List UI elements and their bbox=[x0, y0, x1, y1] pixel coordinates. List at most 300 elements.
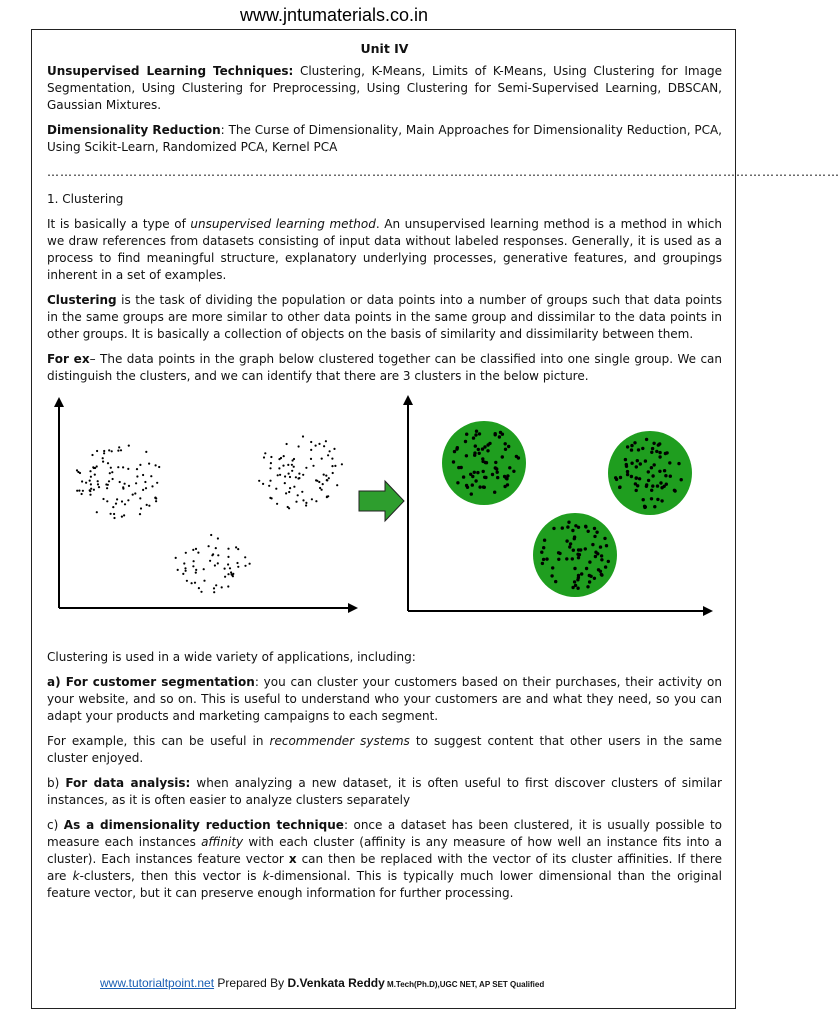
data-point bbox=[293, 466, 295, 468]
data-point bbox=[280, 457, 282, 459]
data-point bbox=[210, 534, 212, 536]
data-point bbox=[288, 491, 290, 493]
cluster-point bbox=[572, 549, 575, 552]
cluster-point bbox=[680, 478, 683, 481]
cluster-point bbox=[647, 479, 650, 482]
cluster-point bbox=[474, 444, 477, 447]
data-point bbox=[295, 476, 297, 478]
cluster-point bbox=[586, 585, 589, 588]
p1-emphasis: unsupervised learning method bbox=[190, 217, 376, 231]
data-point bbox=[235, 546, 237, 548]
cluster-point bbox=[573, 580, 576, 583]
data-point bbox=[249, 563, 251, 565]
data-point bbox=[289, 487, 291, 489]
clustered-groups bbox=[442, 421, 692, 597]
clustering-figure bbox=[47, 393, 722, 643]
cluster-point bbox=[664, 452, 667, 455]
cluster-point bbox=[465, 484, 468, 487]
cluster-point bbox=[481, 460, 484, 463]
cluster-point bbox=[659, 481, 662, 484]
left-x-arrowhead bbox=[348, 603, 358, 613]
data-point bbox=[117, 466, 119, 468]
cluster-point bbox=[465, 433, 468, 436]
p1-text-b: . An unsupervised learning method is a method in which we draw references from datasets consisting of input data without labeled responses. Generally, it is used as a process to find meaningful structure, explanatory underlying processes, generative features, and groupings inherent in a set of examples. bbox=[47, 217, 722, 282]
data-point bbox=[275, 488, 277, 490]
app-c-prefix: c) bbox=[47, 818, 64, 832]
footer-link[interactable]: www.tutorialtpoint.net bbox=[100, 976, 215, 990]
topics-dimensionality-text: : The Curse of Dimensionality, Main Approaches for Dimensionality Reduction, PCA, Using Scikit-Learn, Randomized PCA, Kernel PCA bbox=[47, 123, 722, 154]
data-point bbox=[232, 573, 234, 575]
data-point bbox=[298, 445, 300, 447]
data-point bbox=[120, 449, 122, 451]
data-point bbox=[146, 504, 148, 506]
data-point bbox=[85, 482, 87, 484]
app-a-text: : you can cluster your customers based on their purchases, their activity on your website, and so on. This is useful to understand who your customers are and what they need, so you can adapt your products and marketing campaigns to each segment. bbox=[47, 675, 722, 723]
cluster-point bbox=[596, 552, 599, 555]
data-point bbox=[227, 585, 229, 587]
data-point bbox=[197, 552, 199, 554]
cluster-point bbox=[482, 470, 485, 473]
cluster-point bbox=[542, 546, 545, 549]
data-point bbox=[110, 467, 112, 469]
data-point bbox=[195, 548, 197, 550]
data-point bbox=[326, 496, 328, 498]
data-point bbox=[111, 450, 113, 452]
cluster-point bbox=[657, 443, 660, 446]
data-point bbox=[329, 450, 331, 452]
app-b-prefix: b) bbox=[47, 776, 66, 790]
cluster-point bbox=[507, 445, 510, 448]
cluster-point bbox=[453, 450, 456, 453]
data-point bbox=[98, 486, 100, 488]
data-point bbox=[322, 483, 324, 485]
recommender-example bbox=[47, 733, 722, 767]
data-point bbox=[200, 591, 202, 593]
data-point bbox=[284, 475, 286, 477]
cluster-point bbox=[473, 451, 476, 454]
data-point bbox=[227, 548, 229, 550]
data-point bbox=[325, 440, 327, 442]
cluster-point bbox=[517, 456, 520, 459]
cluster-point bbox=[478, 485, 481, 488]
data-point bbox=[297, 494, 299, 496]
app-data-analysis bbox=[47, 775, 722, 809]
data-point bbox=[291, 464, 293, 466]
cluster-point bbox=[651, 447, 654, 450]
cluster-point bbox=[660, 499, 663, 502]
data-point bbox=[103, 452, 105, 454]
cluster-point bbox=[494, 461, 497, 464]
cluster-point bbox=[506, 474, 509, 477]
data-point bbox=[103, 450, 105, 452]
data-point bbox=[278, 467, 280, 469]
cluster-point bbox=[651, 474, 654, 477]
cluster-point bbox=[571, 529, 574, 532]
data-point bbox=[136, 475, 138, 477]
data-point bbox=[315, 500, 317, 502]
cluster-point bbox=[577, 556, 580, 559]
data-point bbox=[311, 498, 313, 500]
data-point bbox=[132, 494, 134, 496]
applications-intro: Clustering is used in a wide variety of applications, including: bbox=[47, 650, 416, 664]
cluster-point bbox=[478, 432, 481, 435]
data-point bbox=[139, 497, 141, 499]
data-point bbox=[127, 499, 129, 501]
cluster-point bbox=[600, 573, 603, 576]
data-point bbox=[269, 467, 271, 469]
cluster-point bbox=[576, 578, 579, 581]
data-point bbox=[295, 501, 297, 503]
data-point bbox=[198, 587, 200, 589]
cluster-point bbox=[593, 535, 596, 538]
data-point bbox=[212, 553, 214, 555]
data-point bbox=[115, 503, 117, 505]
footer-author: D.Venkata Reddy bbox=[287, 976, 385, 990]
cluster-point bbox=[593, 577, 596, 580]
cluster-point bbox=[635, 465, 638, 468]
cluster-point bbox=[485, 461, 488, 464]
left-axes bbox=[59, 403, 352, 608]
cluster-point bbox=[636, 459, 639, 462]
data-point bbox=[203, 568, 205, 570]
data-point bbox=[217, 562, 219, 564]
data-point bbox=[297, 477, 299, 479]
data-point bbox=[334, 465, 336, 467]
data-point bbox=[227, 563, 229, 565]
cluster-point bbox=[594, 555, 597, 558]
cluster-point bbox=[599, 570, 602, 573]
cluster-point bbox=[591, 543, 594, 546]
data-point bbox=[128, 445, 130, 447]
p2-bold: Clustering bbox=[47, 293, 117, 307]
data-point bbox=[119, 481, 121, 483]
app-b-bold: For data analysis: bbox=[65, 776, 191, 790]
data-point bbox=[288, 507, 290, 509]
data-point bbox=[135, 482, 137, 484]
data-point bbox=[186, 580, 188, 582]
data-point bbox=[108, 449, 110, 451]
app-c-text-3: can then be replaced with the vector of its cluster affinities. If there are bbox=[47, 852, 722, 883]
data-point bbox=[310, 458, 312, 460]
data-point bbox=[331, 458, 333, 460]
data-point bbox=[277, 474, 279, 476]
app-c-k2: k bbox=[262, 869, 270, 883]
ex-emphasis: recommender systems bbox=[269, 734, 410, 748]
cluster-point bbox=[626, 445, 629, 448]
data-point bbox=[154, 497, 156, 499]
left-y-arrowhead bbox=[54, 397, 64, 407]
data-point bbox=[301, 491, 303, 493]
cluster-point bbox=[604, 565, 607, 568]
data-point bbox=[310, 441, 312, 443]
data-point bbox=[107, 484, 109, 486]
data-point bbox=[244, 565, 246, 567]
cluster-point bbox=[658, 470, 661, 473]
data-point bbox=[109, 472, 111, 474]
cluster-point bbox=[658, 455, 661, 458]
cluster-point bbox=[585, 567, 588, 570]
cluster-point bbox=[543, 539, 546, 542]
cluster-point bbox=[498, 435, 501, 438]
app-c-text-4: -clusters, then this vector is bbox=[79, 869, 263, 883]
cluster-point bbox=[503, 485, 506, 488]
app-c-text-2: with each cluster (affinity is any measure of how well an instance fits into a cluster). Each instances feature vector bbox=[47, 835, 723, 866]
data-point bbox=[89, 494, 91, 496]
cluster-point bbox=[574, 524, 577, 527]
cluster-point bbox=[455, 447, 458, 450]
cluster-point bbox=[650, 466, 653, 469]
right-x-arrowhead bbox=[703, 606, 713, 616]
data-point bbox=[315, 445, 317, 447]
cluster-point bbox=[456, 481, 459, 484]
data-point bbox=[78, 490, 80, 492]
data-point bbox=[182, 573, 184, 575]
data-point bbox=[82, 490, 84, 492]
cluster-point bbox=[486, 449, 489, 452]
transform-arrow-icon bbox=[359, 481, 404, 521]
data-point bbox=[287, 464, 289, 466]
cluster-point bbox=[614, 476, 617, 479]
app-c-text-5: -dimensional. This is typically much lower dimensional than the original feature vector, but it can preserve enough information for further processing. bbox=[47, 869, 722, 900]
cluster-point bbox=[642, 498, 645, 501]
data-point bbox=[136, 468, 138, 470]
cluster-point bbox=[486, 443, 489, 446]
data-point bbox=[336, 484, 338, 486]
cluster-point bbox=[603, 537, 606, 540]
cluster-point bbox=[483, 486, 486, 489]
cluster-point bbox=[630, 448, 633, 451]
section-heading: 1. Clustering bbox=[47, 192, 124, 206]
cluster-point bbox=[641, 447, 644, 450]
data-point bbox=[112, 478, 114, 480]
data-point bbox=[155, 464, 157, 466]
cluster-point bbox=[501, 433, 504, 436]
data-point bbox=[145, 487, 147, 489]
app-customer-segmentation bbox=[47, 674, 722, 725]
data-point bbox=[321, 458, 323, 460]
data-point bbox=[270, 462, 272, 464]
cluster-point bbox=[639, 462, 642, 465]
data-point bbox=[81, 480, 83, 482]
cluster-point bbox=[471, 475, 474, 478]
data-point bbox=[92, 466, 94, 468]
cluster-point bbox=[595, 531, 598, 534]
data-point bbox=[227, 556, 229, 558]
data-point bbox=[302, 499, 304, 501]
data-point bbox=[148, 505, 150, 507]
data-point bbox=[128, 485, 130, 487]
cluster-point bbox=[656, 484, 659, 487]
cluster-point bbox=[550, 574, 553, 577]
data-point bbox=[113, 517, 115, 519]
data-point bbox=[288, 473, 290, 475]
unit-title: Unit IV bbox=[360, 41, 409, 56]
data-point bbox=[102, 498, 104, 500]
cluster-point bbox=[645, 485, 648, 488]
cluster-point bbox=[605, 544, 608, 547]
topics-dimensionality-label: Dimensionality Reduction bbox=[47, 123, 221, 137]
cluster-point bbox=[541, 562, 544, 565]
data-point bbox=[150, 475, 152, 477]
data-point bbox=[215, 547, 217, 549]
data-point bbox=[195, 572, 197, 574]
data-point bbox=[106, 500, 108, 502]
cluster-point bbox=[677, 462, 680, 465]
cluster-point bbox=[669, 475, 672, 478]
data-point bbox=[271, 497, 273, 499]
cluster-point bbox=[637, 448, 640, 451]
cluster-point bbox=[478, 452, 481, 455]
data-point bbox=[122, 466, 124, 468]
data-point bbox=[192, 565, 194, 567]
data-point bbox=[302, 435, 304, 437]
cluster-point bbox=[483, 476, 486, 479]
data-point bbox=[96, 450, 98, 452]
p2-text: is the task of dividing the population or data points into a number of groups such that data points in the same groups are more similar to other data points in the same group and dissimilar to the data points in other groups. It is basically a collection of objects on the basis of similarity and dissimilarity between them. bbox=[47, 293, 722, 341]
data-point bbox=[96, 465, 98, 467]
app-c-text-1: : once a dataset has been clustered, it is usually possible to measure each instances bbox=[47, 818, 723, 849]
app-a-bold: a) For customer segmentation bbox=[47, 675, 255, 689]
data-point bbox=[213, 591, 215, 593]
data-point bbox=[305, 504, 307, 506]
cluster-point bbox=[465, 454, 468, 457]
data-point bbox=[113, 513, 115, 515]
cluster-point bbox=[494, 466, 497, 469]
cluster-point bbox=[599, 545, 602, 548]
cluster-point bbox=[476, 471, 479, 474]
cluster-point bbox=[626, 470, 629, 473]
cluster-point bbox=[668, 461, 671, 464]
cluster-point bbox=[673, 489, 676, 492]
cluster-point bbox=[474, 433, 477, 436]
cluster-point bbox=[645, 438, 648, 441]
cluster-point bbox=[652, 442, 655, 445]
cluster-point bbox=[643, 506, 646, 509]
cluster-point bbox=[635, 477, 638, 480]
data-point bbox=[327, 454, 329, 456]
data-point bbox=[124, 503, 126, 505]
data-point bbox=[244, 556, 246, 558]
topics-unsupervised-label: Unsupervised Learning Techniques: bbox=[47, 64, 294, 78]
cluster-point bbox=[545, 557, 548, 560]
data-point bbox=[108, 480, 110, 482]
footer-prepared: Prepared By bbox=[214, 976, 288, 990]
cluster-point bbox=[635, 489, 638, 492]
cluster-point bbox=[470, 492, 473, 495]
topics-unsupervised bbox=[47, 63, 722, 114]
cluster-point bbox=[593, 527, 596, 530]
cluster-point bbox=[653, 505, 656, 508]
cluster-point bbox=[567, 521, 570, 524]
data-point bbox=[305, 467, 307, 469]
cluster-point bbox=[644, 459, 647, 462]
cluster-point bbox=[574, 584, 577, 587]
cluster-point bbox=[504, 448, 507, 451]
data-point bbox=[118, 446, 120, 448]
page-footer bbox=[100, 976, 544, 990]
cluster-point bbox=[557, 558, 560, 561]
data-point bbox=[293, 486, 295, 488]
cluster-point bbox=[600, 558, 603, 561]
separator-line: ………………………………………………………………………………………………………………………………………………………………… bbox=[47, 165, 840, 179]
data-point bbox=[276, 503, 278, 505]
app-c-x: x bbox=[288, 852, 297, 866]
data-point bbox=[209, 560, 211, 562]
data-point bbox=[145, 451, 147, 453]
cluster-point bbox=[630, 475, 633, 478]
data-point bbox=[89, 490, 91, 492]
data-point bbox=[112, 506, 114, 508]
topics-unsupervised-text: Clustering, K-Means, Limits of K-Means, Using Clustering for Image Segmentation, Using Clustering for Preprocessing, Using Clustering for Semi-Supervised Learning, DBSCAN, Gaussian Mixtures. bbox=[47, 64, 722, 112]
cluster-point bbox=[656, 498, 659, 501]
ex-text-a: For example, this can be useful in bbox=[47, 734, 270, 748]
cluster-point bbox=[491, 473, 494, 476]
cluster-point bbox=[664, 474, 667, 477]
cluster-point bbox=[565, 557, 568, 560]
cluster-point bbox=[624, 458, 627, 461]
data-point bbox=[183, 562, 185, 564]
cluster-point bbox=[571, 557, 574, 560]
app-c-affinity: affinity bbox=[201, 835, 244, 849]
cluster-disc bbox=[608, 431, 692, 515]
data-point bbox=[323, 445, 325, 447]
app-b-text: when analyzing a new dataset, it is often useful to first discover clusters of similar instances, as it is often easier to analyze clusters separately bbox=[47, 776, 722, 807]
data-point bbox=[93, 489, 95, 491]
data-point bbox=[284, 482, 286, 484]
data-point bbox=[268, 485, 270, 487]
data-point bbox=[91, 454, 93, 456]
data-point bbox=[194, 582, 196, 584]
cluster-point bbox=[587, 530, 590, 533]
data-point bbox=[192, 549, 194, 551]
cluster-point bbox=[566, 525, 569, 528]
right-y-arrowhead bbox=[403, 395, 413, 405]
topics-dimensionality bbox=[47, 122, 722, 156]
cluster-point bbox=[496, 476, 499, 479]
data-point bbox=[185, 570, 187, 572]
cluster-point bbox=[607, 560, 610, 563]
data-point bbox=[236, 562, 238, 564]
cluster-point bbox=[552, 527, 555, 530]
data-point bbox=[117, 450, 119, 452]
unclustered-points bbox=[76, 435, 343, 593]
data-point bbox=[94, 474, 96, 476]
footer-qualifications: M.Tech(Ph.D),UGC NET, AP SET Qualified bbox=[384, 980, 545, 989]
cluster-point bbox=[551, 566, 554, 569]
cluster-point bbox=[462, 475, 465, 478]
cluster-point bbox=[493, 491, 496, 494]
data-point bbox=[262, 483, 264, 485]
data-point bbox=[89, 480, 91, 482]
data-point bbox=[106, 487, 108, 489]
data-point bbox=[90, 476, 92, 478]
cluster-point bbox=[650, 489, 653, 492]
clustering-diagram bbox=[47, 393, 722, 643]
data-point bbox=[298, 473, 300, 475]
data-point bbox=[258, 480, 260, 482]
data-point bbox=[286, 443, 288, 445]
data-point bbox=[203, 580, 205, 582]
data-point bbox=[315, 479, 317, 481]
data-point bbox=[237, 566, 239, 568]
data-point bbox=[221, 586, 223, 588]
data-point bbox=[318, 443, 320, 445]
ex-text-b: to suggest content that other users in the same cluster enjoyed. bbox=[47, 734, 723, 765]
p3-text: – The data points in the graph below clustered together can be classified into one single group. We can distinguish the clusters, and we can identify that there are 3 clusters in the below picture. bbox=[47, 352, 722, 383]
data-point bbox=[121, 516, 123, 518]
cluster-point bbox=[554, 580, 557, 583]
data-point bbox=[81, 493, 83, 495]
